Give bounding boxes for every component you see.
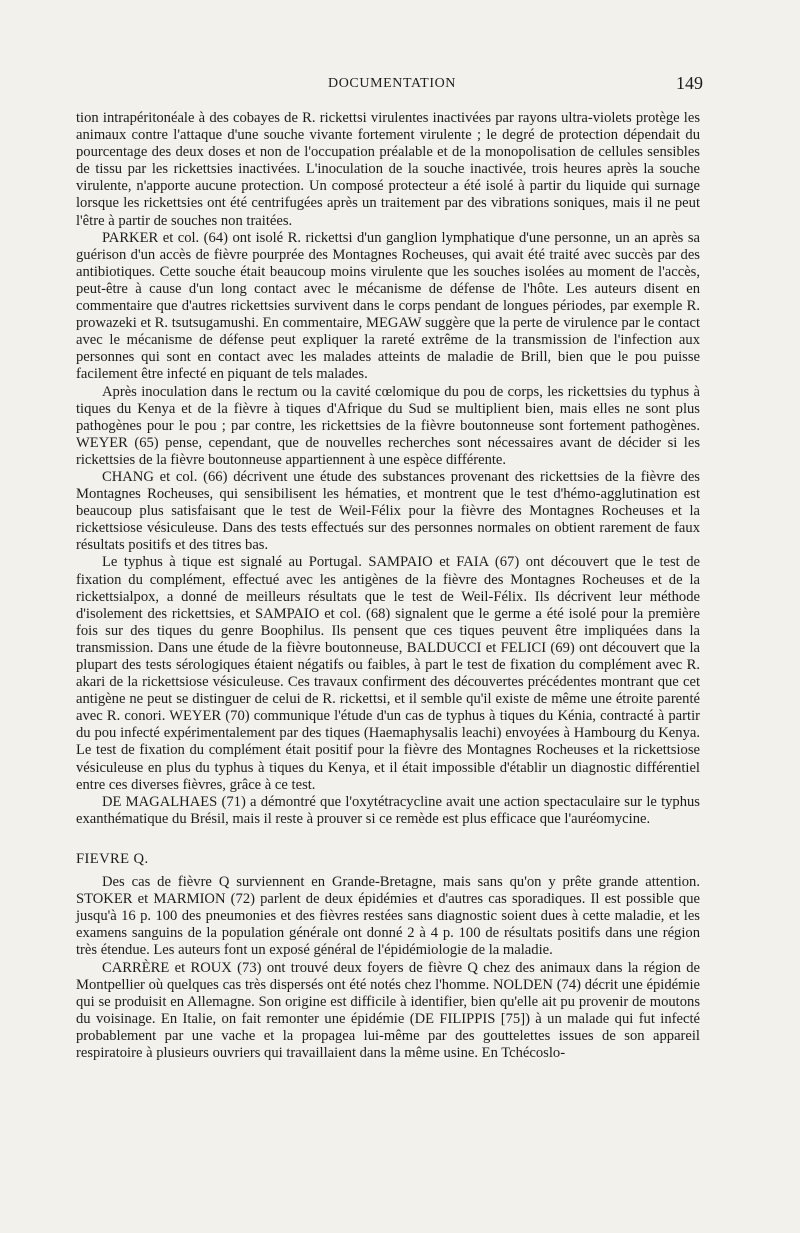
paragraph-5: Le typhus à tique est signalé au Portugal. SAMPAIO et FAIA (67) ont découvert que le test de fixation du complément, effectué avec les antigènes de la fièvre des Montagnes Rocheuses et de la rickettsialpox, a donné de meilleurs résultats que le test de Weil-Félix. Ils décrivent leur méthode d'isolement des rickettsies, et SAMPAIO et col. (68) signalent que le germe a été isolé pour la première fois sur des tiques du genre Boophilus. Ils pensent que ces tiques peuvent être impliquées dans la transmission. Dans une étude de la fièvre boutonneuse, BALDUCCI et FELICI (69) ont découvert que la plupart des tests sérologiques étaient négatifs ou faibles, à part le test de fixation du complément avec R. akari de la rickettsiose vésiculeuse. Ces travaux confirment des découvertes précédentes montrant que cet antigène ne peut se distinguer de celui de R. rickettsi, et il semble qu'il existe de même une étroite parenté avec R. conori. WEYER (70) communique l'étude d'un cas de typhus à tiques du Kénia, contracté à partir du pou infecté expérimentalement par des tiques (Haemaphysalis leachi) envoyées à Hambourg du Kenya. Le test de fixation du complément était positif pour la fièvre des Montagnes Rocheuses et la rickettsiose vésiculeuse en plus du typhus à tiques du Kenya, et il était impossible d'établir un diagnostic différentiel entre ces diverses fièvres, grâce à ce test.	[76, 554, 700, 793]
paragraph-8: CARRÈRE et ROUX (73) ont trouvé deux foyers de fièvre Q chez des animaux dans la région de Montpellier où quelques cas très dispersés ont été notés chez l'homme. NOLDEN (74) décrit une épidémie qui se produisit en Allemagne. Son origine est difficile à identifier, bien qu'elle ait pu provenir de moutons du voisinage. En Italie, on fait remonter une épidémie (DE FILIPPIS [75]) à un malade qui fut infecté probablement par une vache et la propagea lui-même par des gouttelettes issues de son appareil respiratoire à plusieurs ouvriers qui travaillaient dans la même usine. En Tchécoslo-	[76, 959, 700, 1061]
paragraph-1: tion intrapéritonéale à des cobayes de R. rickettsi virulentes inactivées par rayons ultra-violets protège les animaux contre l'attaque d'une souche vivante fortement virulente ; le degré de protection dépendait du pourcentage des deux doses et non de l'occupation préalable et de la monopolisation de cellules sensibles de tissu par les rickettsies inactivées. L'inoculation de la souche inactivée, trois heures après la souche virulente, n'apporte aucune protection. Un composé protecteur a été isolé à partir du liquide qui surnage lorsque les rickettsies ont été centrifugées après un traitement par des vibrations soniques, mais il ne peut l'être à partir de souches non traitées.	[76, 110, 700, 229]
body-text	[76, 110, 700, 1062]
page-header	[0, 73, 800, 96]
paragraph-4: CHANG et col. (66) décrivent une étude des substances provenant des rickettsies de la fièvre des Montagnes Rocheuses, qui sensibilisent les hématies, et montrent que le test d'hémo-agglutination est beaucoup plus satisfaisant que le test de Weil-Félix pour la fièvre des Montagnes Rocheuses et la rickettsiose vésiculeuse. Dans des tests effectués sur des personnes normales on obtient rarement de faux résultats positifs et des titres bas.	[76, 468, 700, 554]
running-title: DOCUMENTATION	[328, 76, 457, 91]
section-heading: FIEVRE Q.	[76, 850, 149, 867]
paragraph-7: Des cas de fièvre Q surviennent en Grande-Bretagne, mais sans qu'on y prête grande attention. STOKER et MARMION (72) parlent de deux épidémies et d'autres cas sporadiques. Il est possible que jusqu'à 16 p. 100 des pneumonies et des fièvres restées sans diagnostic soient dues à cette maladie, et les examens sanguins de la population générale ont donné 2 à 4 p. 100 de résultats positifs dans une région très étendue. Les auteurs font un exposé général de l'épidémiologie de la maladie.	[76, 874, 700, 959]
paragraph-3: Après inoculation dans le rectum ou la cavité cœlomique du pou de corps, les rickettsies du typhus à tiques du Kenya et de la fièvre à tiques d'Afrique du Sud se multiplient bien, mais elles ne sont plus pathogènes pour le pou ; par contre, les rickettsies de la fièvre boutonneuse sont fortement pathogènes. WEYER (65) pense, cependant, que de nouvelles recherches sont nécessaires avant de décider si les rickettsies de la fièvre boutonneuse appartiennent à une espèce différente.	[76, 383, 700, 468]
page-number: 149	[676, 73, 703, 93]
paragraph-6: DE MAGALHAES (71) a démontré que l'oxytétracycline avait une action spectaculaire sur le typhus exanthématique du Brésil, mais il reste à prouver si ce remède est plus efficace que l'auréomycine.	[76, 793, 700, 827]
paragraph-2: PARKER et col. (64) ont isolé R. rickettsi d'un ganglion lymphatique d'une personne, un an après sa guérison d'un accès de fièvre pourprée des Montagnes Rocheuses, qui avait été traité avec succès par des antibiotiques. Cette souche était beaucoup moins virulente que les souches isolées au moment de l'accès, peut-être à cause d'un long contact avec le mécanisme de défense de l'hôte. Les auteurs disent en commentaire que d'autres rickettsies survivent dans le corps pendant de longues périodes, par exemple R. prowazeki et R. tsutsugamushi. En commentaire, MEGAW suggère que la perte de virulence par le contact avec le mécanisme de défense peut expliquer la rareté extrême de la transmission de l'infection aux personnes qui sont en contact avec les malades atteints de maladie de Brill, bien que le pou puisse facilement être infecté en piquant de tels malades.	[76, 229, 700, 383]
